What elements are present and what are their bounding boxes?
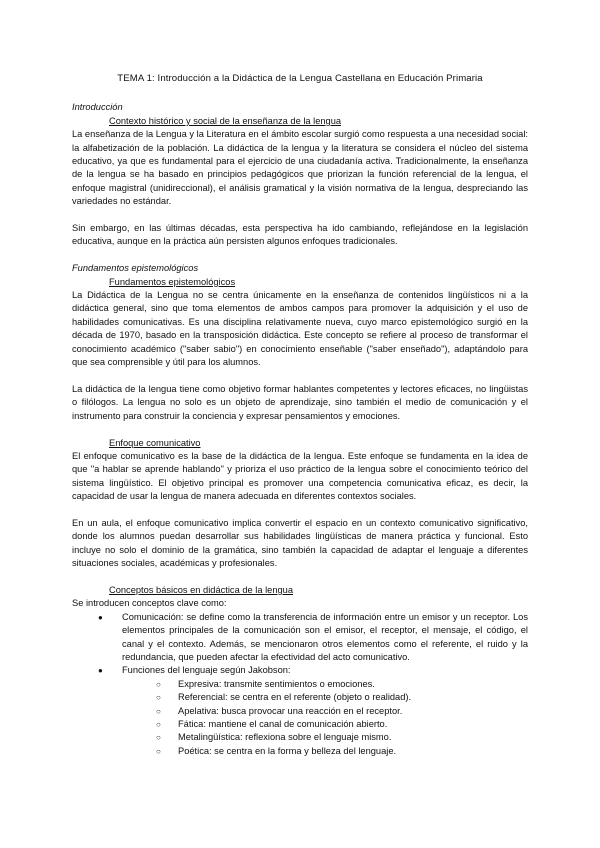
document-title: TEMA 1: Introducción a la Didáctica de la Lengua Castellana en Educación Primaria [117,73,483,84]
section-heading-introduccion: Introducción [72,102,123,113]
section-heading-fundamentos: Fundamentos epistemológicos [72,263,199,274]
paragraph: En un aula, el enfoque comunicativo implica convertir el espacio en un contexto comunicativo significativo, donde los alumnos puedan desarrollar sus habilidades lingüísticas de manera práctica y funcional. Esto incluye no solo el dominio de la gramática, sino también la capacidad de adaptar el lenguaje a diferentes situaciones sociales, académicas y profesionales. [72,517,528,569]
list-item: ● Comunicación: se define como la transferencia de información entre un emisor y un receptor. Los elementos principales de la comunicación son el emisor, el receptor, el mensaje, el código, el canal y el contexto. Además, se mencionaron otros elementos como el referente, el ruido y la redundancia, que pueden afectar la efectividad del acto comunicativo. [98,611,528,665]
list-item: ○ Poética: se centra en la forma y belleza del lenguaje. [156,745,528,758]
list-item: ○ Metalingüística: reflexiona sobre el lenguaje mismo. [156,731,528,744]
functions-list [122,678,528,758]
list-item [98,664,528,758]
list-item: ○ Apelativa: busca provocar una reacción en el receptor. [156,705,528,718]
list-item-label: Funciones del lenguaje según Jakobson: [122,665,291,676]
paragraph: Se introducen conceptos clave como: [72,598,227,609]
list-item: ○ Fática: mantiene el canal de comunicación abierto. [156,718,528,731]
subheading-fundamentos: Fundamentos epistemológicos [109,276,236,287]
paragraph: La Didáctica de la Lengua no se centra únicamente en la enseñanza de contenidos lingüísticos ni a la didáctica general, sino que toma elementos de ambos campos para promover la adquisición y el uso de habilidades comunicativas. Es una disciplina relativamente nueva, cuyo marco epistemológico surgió en la década de 1970, basado en la transposición didáctica. Este concepto se refiere al proceso de transformar el conocimiento académico ("saber sabio") en conocimiento enseñable ("saber enseñado"), adaptándolo para que sea comprensible y útil para los alumnos. [72,290,528,368]
paragraph: La didáctica de la lengua tiene como objetivo formar hablantes competentes y lectores eficaces, no lingüistas o filólogos. La lengua no solo es un objeto de aprendizaje, sino también el medio de comunicación y el instrumento para construir la conciencia y expresar pensamientos y emociones. [72,383,528,421]
subheading-conceptos-basicos: Conceptos básicos en didáctica de la lengua [109,584,293,595]
subheading-enfoque-comunicativo: Enfoque comunicativo [109,437,201,448]
paragraph: El enfoque comunicativo es la base de la didáctica de la lengua. Este enfoque se fundamenta en la idea de que "a hablar se aprende hablando" y prioriza el uso práctico de la lengua sobre el conocimiento teórico del sistema lingüístico. El objetivo principal es promover una competencia comunicativa eficaz, es decir, la capacidad de usar la lengua de manera adecuada en diferentes contextos sociales. [72,450,528,502]
list-item: ○ Referencial: se centra en el referente (objeto o realidad). [156,691,528,704]
paragraph: Sin embargo, en las últimas décadas, esta perspectiva ha ido cambiando, reflejándose en la legislación educativa, aunque en la práctica aún persisten algunos enfoques tradicionales. [72,223,528,247]
concept-list [72,611,528,758]
paragraph: La enseñanza de la Lengua y la Literatura en el ámbito escolar surgió como respuesta a una necesidad social: la alfabetización de la población. La didáctica de la lengua y la literatura se considera el núcleo del sistema educativo, ya que es fundamental para el ejercicio de una ciudadanía activa. Tradicionalmente, la enseñanza de la lengua se ha basado en principios pedagógicos que priorizan la función referencial de la lengua, el enfoque magistral (unidireccional), el análisis gramatical y la visión normativa de la lengua, despreciando las variedades no estándar. [72,129,528,207]
list-item: ○ Expresiva: transmite sentimientos o emociones. [156,678,528,691]
subheading-contexto-historico: Contexto histórico y social de la enseñanza de la lengua [109,115,342,126]
